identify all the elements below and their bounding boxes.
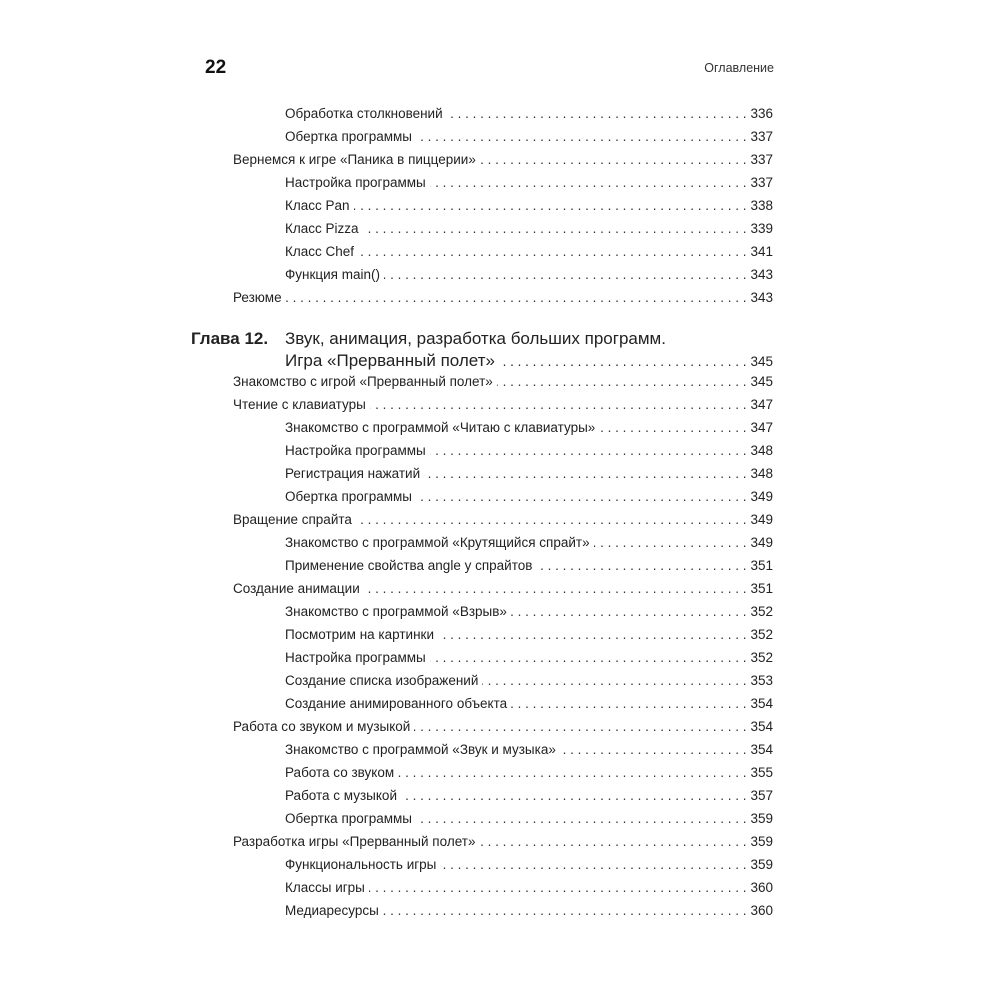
toc-entry-page: 360 <box>750 880 773 895</box>
toc-entry[interactable] <box>233 263 773 286</box>
toc-entry[interactable] <box>233 623 773 646</box>
toc-entry[interactable] <box>233 646 773 669</box>
toc-entry[interactable] <box>233 240 773 263</box>
dot-leader <box>479 830 746 853</box>
toc-entry-page: 337 <box>750 175 773 190</box>
toc-entry-page: 357 <box>750 788 773 803</box>
dot-leader <box>440 853 746 876</box>
toc-entry-page: 349 <box>750 512 773 527</box>
toc-entry-page: 345 <box>750 374 773 389</box>
toc-entry[interactable] <box>233 194 773 217</box>
toc-entry-page: 351 <box>750 581 773 596</box>
dot-leader <box>480 148 747 171</box>
dot-leader <box>430 171 747 194</box>
toc-entry[interactable] <box>233 370 773 393</box>
toc-entry[interactable] <box>233 148 773 171</box>
toc-entry-title: Работа со звуком и музыкой <box>233 719 411 734</box>
toc-entry[interactable] <box>233 462 773 485</box>
toc-entry-page: 355 <box>750 765 773 780</box>
toc-entry[interactable] <box>233 830 773 853</box>
toc-entry-page: 352 <box>750 604 773 619</box>
toc-entry-page: 348 <box>750 466 773 481</box>
toc-entry[interactable] <box>233 669 773 692</box>
toc-entry-title: Работа со звуком <box>285 765 395 780</box>
toc-entry-page: 359 <box>750 857 773 872</box>
toc-entry-title: Класс Pizza <box>285 221 359 236</box>
toc-entry-page: 347 <box>750 420 773 435</box>
toc-entry-page: 338 <box>750 198 773 213</box>
toc-entry-page: 352 <box>750 627 773 642</box>
toc-entry[interactable] <box>233 286 773 309</box>
dot-leader <box>369 876 747 899</box>
toc-entry[interactable] <box>233 577 773 600</box>
toc-block-2 <box>233 370 773 922</box>
dot-leader <box>536 554 746 577</box>
dot-leader <box>416 125 746 148</box>
toc-entry[interactable] <box>233 853 773 876</box>
toc-entry[interactable] <box>233 807 773 830</box>
toc-entry[interactable] <box>233 554 773 577</box>
toc-entry-title: Настройка программы <box>285 175 426 190</box>
toc-entry[interactable] <box>233 600 773 623</box>
toc-entry-page: 336 <box>750 106 773 121</box>
toc-entry-title: Настройка программы <box>285 443 426 458</box>
toc-entry-title: Классы игры <box>285 880 365 895</box>
dot-leader <box>438 623 746 646</box>
dot-leader <box>430 439 747 462</box>
dot-leader <box>401 784 746 807</box>
toc-entry-title: Чтение с клавиатуры <box>233 397 366 412</box>
dot-leader <box>430 646 747 669</box>
toc-entry-title: Вернемся к игре «Паника в пиццерии» <box>233 152 476 167</box>
toc-entry-title: Класс Chef <box>285 244 355 259</box>
dot-leader <box>594 531 747 554</box>
dot-leader <box>363 217 747 240</box>
toc-entry[interactable] <box>233 715 773 738</box>
toc-entry-title: Функция main() <box>285 267 380 282</box>
dot-leader <box>364 577 747 600</box>
toc-entry-title: Посмотрим на картинки <box>285 627 434 642</box>
toc-entry[interactable] <box>233 125 773 148</box>
toc-entry-page: 359 <box>750 834 773 849</box>
chapter-heading[interactable] <box>191 328 773 372</box>
toc-entry-title: Знакомство с программой «Крутящийся спрайт» <box>285 535 590 550</box>
dot-leader <box>398 761 746 784</box>
chapter-label: Глава 12. <box>191 329 269 348</box>
dot-leader <box>414 715 746 738</box>
toc-entry-title: Медиаресурсы <box>285 903 379 918</box>
dot-leader <box>358 240 746 263</box>
toc-entry-title: Обертка программы <box>285 129 412 144</box>
toc-entry-page: 343 <box>750 267 773 282</box>
toc-entry[interactable] <box>233 738 773 761</box>
toc-entry-page: 349 <box>750 489 773 504</box>
dot-leader <box>384 263 747 286</box>
toc-entry[interactable] <box>233 508 773 531</box>
toc-entry-page: 337 <box>750 129 773 144</box>
chapter-page: 345 <box>750 354 773 369</box>
toc-entry-title: Знакомство с программой «Взрыв» <box>285 604 507 619</box>
toc-entry-page: 359 <box>750 811 773 826</box>
toc-entry[interactable] <box>233 531 773 554</box>
dot-leader <box>511 692 746 715</box>
toc-entry[interactable] <box>233 393 773 416</box>
toc-entry-title: Настройка программы <box>285 650 426 665</box>
dot-leader <box>560 738 747 761</box>
toc-entry-title: Обертка программы <box>285 489 412 504</box>
dot-leader <box>370 393 747 416</box>
toc-entry[interactable] <box>233 761 773 784</box>
toc-entry[interactable] <box>233 485 773 508</box>
toc-entry-title: Знакомство с программой «Читаю с клавиатуры» <box>285 420 596 435</box>
toc-entry-title: Знакомство с программой «Звук и музыка» <box>285 742 556 757</box>
dot-leader <box>599 416 746 439</box>
toc-entry-title: Резюме <box>233 290 282 305</box>
toc-entry-page: 347 <box>750 397 773 412</box>
toc-entry[interactable] <box>233 899 773 922</box>
page-number: 22 <box>205 57 227 78</box>
toc-entry-page: 341 <box>750 244 773 259</box>
chapter-title-line1: Звук, анимация, разработка больших программ. <box>285 329 666 348</box>
dot-leader <box>497 370 747 393</box>
toc-entry[interactable] <box>233 102 773 125</box>
toc-entry-title: Обработка столкновений <box>285 106 443 121</box>
toc-entry-page: 353 <box>750 673 773 688</box>
dot-leader <box>354 194 747 217</box>
toc-entry-page: 360 <box>750 903 773 918</box>
toc-entry-title: Применение свойства angle у спрайтов <box>285 558 533 573</box>
dot-leader <box>511 600 747 623</box>
toc-entry[interactable] <box>233 876 773 899</box>
toc-entry[interactable] <box>233 692 773 715</box>
toc-entry-title: Знакомство с игрой «Прерванный полет» <box>233 374 493 389</box>
toc-entry[interactable] <box>233 439 773 462</box>
toc-entry-page: 354 <box>750 742 773 757</box>
toc-entry-title: Регистрация нажатий <box>285 466 421 481</box>
dot-leader <box>383 899 747 922</box>
dot-leader <box>356 508 747 531</box>
toc-entry-title: Функциональность игры <box>285 857 437 872</box>
running-title: Оглавление <box>704 61 774 75</box>
toc-entry-page: 351 <box>750 558 773 573</box>
toc-entry-title: Создание анимации <box>233 581 360 596</box>
toc-entry-title: Вращение спрайта <box>233 512 352 527</box>
toc-entry-title: Обертка программы <box>285 811 412 826</box>
toc-entry-page: 337 <box>750 152 773 167</box>
toc-entry-page: 354 <box>750 719 773 734</box>
toc-entry-title: Создание списка изображений <box>285 673 479 688</box>
dot-leader <box>447 102 747 125</box>
toc-entry-page: 348 <box>750 443 773 458</box>
toc-entry-title: Класс Pan <box>285 198 350 213</box>
toc-entry-page: 349 <box>750 535 773 550</box>
dot-leader <box>416 807 746 830</box>
dot-leader <box>482 669 746 692</box>
toc-entry[interactable] <box>233 416 773 439</box>
toc-entry-page: 339 <box>750 221 773 236</box>
toc-entry-page: 354 <box>750 696 773 711</box>
toc-entry-title: Создание анимированного объекта <box>285 696 508 711</box>
chapter-title-line2: Игра «Прерванный полет» <box>285 351 495 370</box>
toc-entry[interactable] <box>233 784 773 807</box>
toc-entry-page: 343 <box>750 290 773 305</box>
dot-leader <box>286 286 747 309</box>
toc-entry-title: Работа с музыкой <box>285 788 397 803</box>
toc-entry-page: 352 <box>750 650 773 665</box>
toc-block-1 <box>233 102 773 309</box>
dot-leader <box>424 462 746 485</box>
toc-entry[interactable] <box>233 217 773 240</box>
toc-entry[interactable] <box>233 171 773 194</box>
toc-entry-title: Разработка игры «Прерванный полет» <box>233 834 476 849</box>
dot-leader <box>416 485 746 508</box>
